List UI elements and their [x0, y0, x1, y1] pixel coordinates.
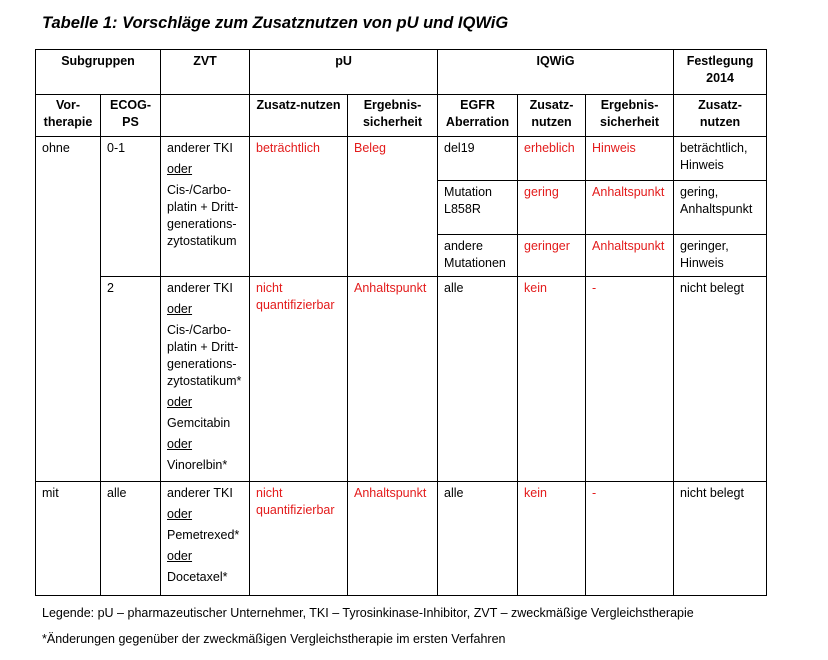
cell-iqwig-zusatznutzen: gering	[518, 180, 585, 234]
table-row	[36, 137, 767, 277]
zvt-item: Gemcitabin	[167, 416, 231, 430]
header-row-groups	[36, 50, 767, 95]
cell-iqwig-es-group	[586, 137, 674, 277]
header-iqwig: IQWiG	[438, 50, 674, 95]
cell-iqwig-ergebnissicherheit: Anhaltspunkt	[586, 180, 673, 234]
legend-abbreviations: Legende: pU – pharmazeutischer Unternehmer, TKI – Tyrosinkinase-Inhibitor, ZVT – zweckmäßige Vergleichstherapie	[42, 606, 694, 620]
cell-pu-ergebnissicherheit: Anhaltspunkt	[348, 277, 438, 482]
zvt-item: Pemetrexed*	[167, 528, 240, 542]
cell-egfr: alle	[438, 482, 518, 596]
cell-iqwig-zn-group	[518, 137, 586, 277]
cell-festlegung: nicht belegt	[674, 277, 767, 482]
cell-pu-ergebnissicherheit: Anhaltspunkt	[348, 482, 438, 596]
header-iqwig-ergebnissicherheit: Ergebnis-sicherheit	[586, 95, 674, 137]
zvt-item: Cis-/Carbo-platin + Dritt-generations-zytostatikum	[167, 183, 239, 248]
header-iqwig-zusatznutzen: Zusatz-nutzen	[518, 95, 586, 137]
header-ecog: ECOG-PS	[101, 95, 161, 137]
header-festlegung: Festlegung 2014	[674, 50, 767, 95]
zvt-oder: oder	[167, 302, 193, 316]
cell-vortherapie: mit	[36, 482, 101, 596]
header-subgruppen: Subgruppen	[36, 50, 161, 95]
cell-festlegung: geringer, Hinweis	[674, 234, 766, 276]
cell-iqwig-zusatznutzen: erheblich	[524, 141, 575, 155]
zvt-item: Vinorelbin*	[167, 458, 228, 472]
legend-footnote: *Änderungen gegenüber der zweckmäßigen Vergleichstherapie im ersten Verfahren	[42, 632, 506, 646]
zvt-item: anderer TKI	[167, 141, 233, 155]
table-row	[36, 277, 767, 482]
zvt-oder: oder	[167, 507, 193, 521]
header-zvt-empty	[161, 95, 250, 137]
cell-iqwig-ergebnissicherheit: Hinweis	[592, 141, 636, 155]
header-pu-ergebnissicherheit: Ergebnis-sicherheit	[348, 95, 438, 137]
zvt-oder: oder	[167, 395, 193, 409]
header-zvt: ZVT	[161, 50, 250, 95]
zvt-item: anderer TKI	[167, 486, 233, 500]
cell-vortherapie: ohne	[36, 137, 101, 482]
header-festlegung-zusatznutzen: Zusatz-nutzen	[674, 95, 767, 137]
cell-egfr: Mutation L858R	[438, 180, 517, 234]
cell-iqwig-ergebnissicherheit: -	[586, 482, 674, 596]
cell-ecog: 0-1	[101, 137, 161, 277]
header-row-columns	[36, 95, 767, 137]
header-egfr-aberration: EGFR Aberration	[438, 95, 518, 137]
zvt-item: Docetaxel*	[167, 570, 228, 584]
cell-ecog: alle	[101, 482, 161, 596]
zvt-oder: oder	[167, 162, 193, 176]
cell-egfr: andere Mutationen	[438, 234, 517, 276]
cell-pu-zusatznutzen: nicht quantifizierbar	[250, 277, 348, 482]
cell-egfr: del19	[444, 141, 475, 155]
benefit-table	[35, 49, 767, 596]
cell-iqwig-zusatznutzen: kein	[518, 482, 586, 596]
header-pu: pU	[250, 50, 438, 95]
cell-ecog: 2	[101, 277, 161, 482]
cell-egfr: alle	[438, 277, 518, 482]
cell-iqwig-ergebnissicherheit: Anhaltspunkt	[586, 234, 673, 276]
cell-zvt	[161, 137, 250, 277]
cell-zvt	[161, 482, 250, 596]
table-title: Tabelle 1: Vorschläge zum Zusatznutzen von pU und IQWiG	[42, 14, 509, 32]
header-vortherapie: Vor-therapie	[36, 95, 101, 137]
cell-iqwig-zusatznutzen: kein	[518, 277, 586, 482]
cell-festlegung-group	[674, 137, 767, 277]
cell-pu-ergebnissicherheit: Beleg	[348, 137, 438, 277]
cell-pu-zusatznutzen: nicht quantifizierbar	[250, 482, 348, 596]
cell-egfr-group	[438, 137, 518, 277]
cell-zvt	[161, 277, 250, 482]
cell-festlegung: gering, Anhaltspunkt	[674, 180, 766, 234]
zvt-item: anderer TKI	[167, 281, 233, 295]
cell-iqwig-zusatznutzen: geringer	[518, 234, 585, 276]
zvt-oder: oder	[167, 549, 193, 563]
cell-festlegung: nicht belegt	[674, 482, 767, 596]
cell-festlegung: beträchtlich, Hinweis	[680, 141, 748, 172]
header-pu-zusatznutzen: Zusatz-nutzen	[250, 95, 348, 137]
cell-iqwig-ergebnissicherheit: -	[586, 277, 674, 482]
zvt-oder: oder	[167, 437, 193, 451]
cell-pu-zusatznutzen: beträchtlich	[250, 137, 348, 277]
zvt-item: Cis-/Carbo-platin + Dritt-generations-zytostatikum*	[167, 323, 242, 388]
table-row	[36, 482, 767, 596]
